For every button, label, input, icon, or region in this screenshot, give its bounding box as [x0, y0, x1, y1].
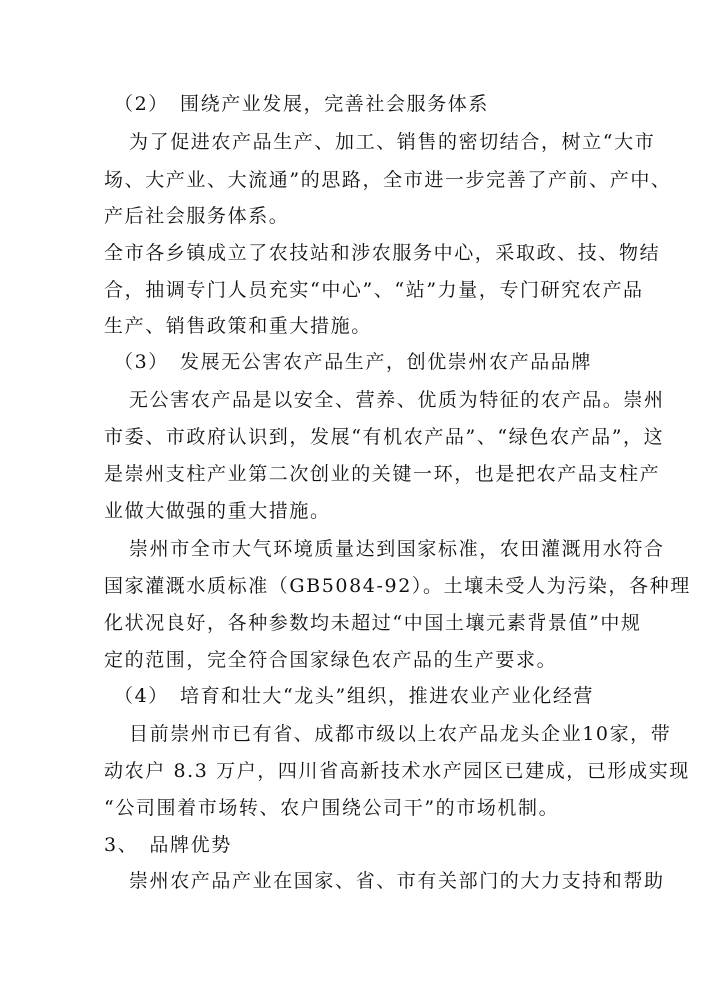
paragraph-line: 产后社会服务体系。 [104, 205, 290, 227]
paragraph-line: 无公害农产品是以安全、营养、优质为特征的农产品。崇州 [129, 389, 665, 411]
paragraph-line: 市委、市政府认识到，发展“有机农产品”、“绿色农产品”，这 [104, 426, 665, 448]
paragraph-line: 目前崇州市已有省、成都市级以上农产品龙头企业10家，带 [129, 723, 672, 745]
paragraph-line: 崇州农产品产业在国家、省、市有关部门的大力支持和帮助 [129, 870, 665, 892]
paragraph-line: 崇州市全市大气环境质量达到国家标准，农田灌溉用水符合 [129, 538, 665, 560]
paragraph-line: 全市各乡镇成立了农技站和涉农服务中心，采取政、技、物结 [104, 242, 661, 264]
paragraph-line: 合，抽调专门人员充实“中心”、“站”力量，专门研究农产品 [104, 279, 644, 301]
section-heading-4: （4） 培育和壮大“龙头”组织，推进农业产业化经营 [114, 685, 595, 707]
paragraph-line: 生产、销售政策和重大措施。 [104, 315, 372, 337]
paragraph-line: 场、大产业、大流通”的思路，全市进一步完善了产前、产中、 [104, 169, 672, 191]
paragraph-line: 是崇州支柱产业第二次创业的关键一环，也是把农产品支柱产 [104, 463, 661, 485]
paragraph-line: 为了促进农产品生产、加工、销售的密切结合，树立“大市 [129, 131, 656, 153]
paragraph-line: “公司围着市场转、农户围绕公司干”的市场机制。 [104, 797, 560, 819]
paragraph-line: 国家灌溉水质标准（GB5084-92）。土壤未受人为污染，各种理 [104, 575, 691, 597]
paragraph-line: 业做大做强的重大措施。 [104, 500, 331, 522]
paragraph-line: 定的范围，完全符合国家绿色农产品的生产要求。 [104, 649, 558, 671]
section-heading-2: （2） 围绕产业发展，完善社会服务体系 [114, 93, 489, 115]
section-heading-3: （3） 发展无公害农产品生产，创优崇州农产品品牌 [114, 351, 592, 373]
section-heading-brand: 3、 品牌优势 [104, 834, 232, 856]
paragraph-line: 动农户 8.3 万户，四川省高新技术水产园区已建成，已形成实现 [104, 760, 690, 782]
paragraph-line: 化状况良好，各种参数均未超过“中国土壤元素背景值”中规 [104, 612, 642, 634]
